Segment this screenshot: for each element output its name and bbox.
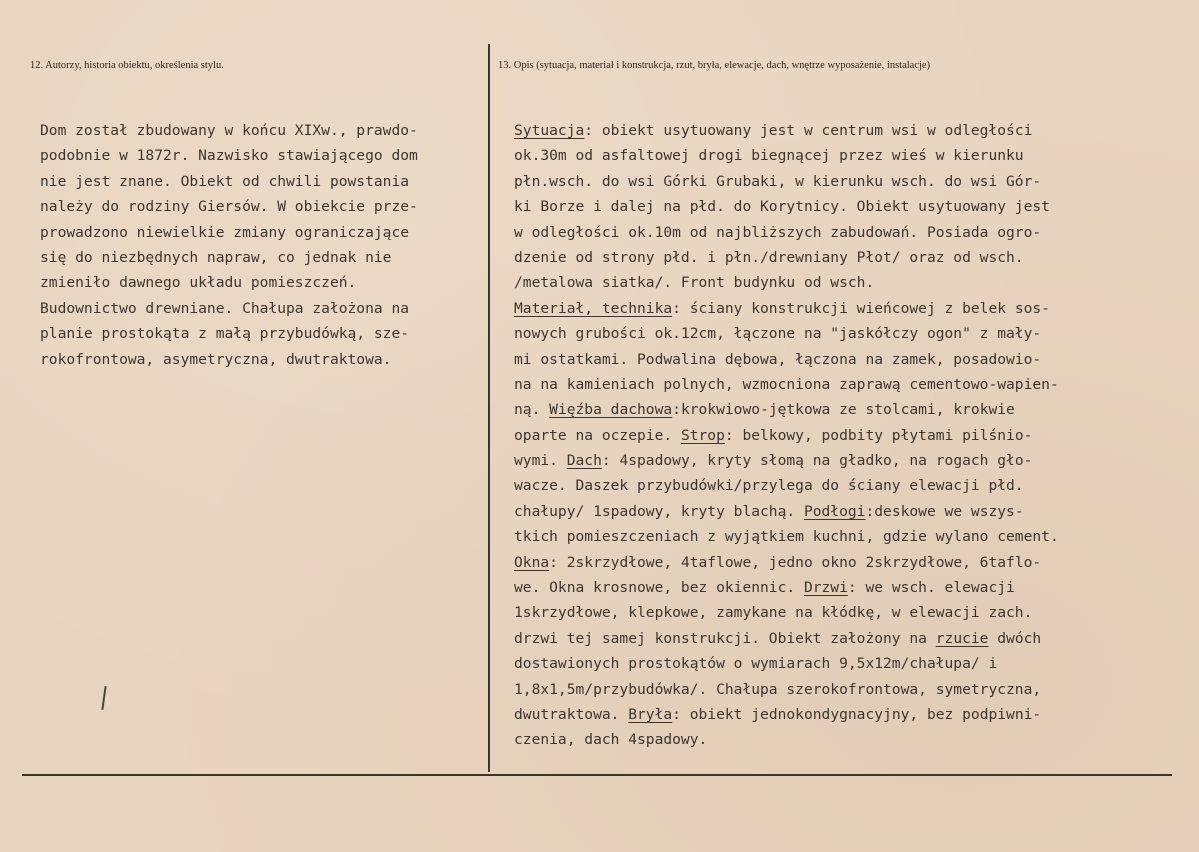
text-line xyxy=(514,651,1059,676)
line-text: 1skrzydłowe, klepkowe, zamykane na kłódkę, w elewacji zach. xyxy=(514,604,1033,622)
text-line: nie jest znane. Obiekt od chwili powstania xyxy=(40,172,410,190)
bottom-rule xyxy=(22,774,1172,776)
section-13-heading: 13. Opis (sytuacja, materiał i konstrukcja, rzut, bryła, elewacje, dach, wnętrze wyposażenie, instalacje) xyxy=(498,60,931,71)
line-text: /metalowa siatka/. Front budynku od wsch. xyxy=(514,274,875,292)
line-prefix: chałupy/ 1spadowy, kryty blachą. xyxy=(514,502,804,520)
text-line: Budownictwo drewniane. Chałupa założona na xyxy=(40,299,410,317)
line-prefix: oparte na oczepie. xyxy=(514,426,681,444)
text-line xyxy=(514,169,1059,194)
text-line: zmieniło dawnego układu pomieszczeń. xyxy=(40,274,357,292)
text-line xyxy=(514,347,1059,372)
line-prefix: wymi. xyxy=(514,452,567,470)
text-line xyxy=(514,194,1059,219)
text-line xyxy=(514,626,1059,651)
line-prefix: we. Okna krosnowe, bez okiennic. xyxy=(514,579,804,597)
line-prefix: ną. xyxy=(514,401,550,419)
text-line: należy do rodziny Giersów. W obiekcie prze- xyxy=(40,198,418,216)
line-text: dwóch xyxy=(988,629,1042,647)
text-line: się do niezbędnych napraw, co jednak nie xyxy=(40,248,392,266)
section-keyword: Podłogi xyxy=(803,502,866,520)
text-line xyxy=(514,118,1059,143)
line-text: dzenie od strony płd. i płn./drewniany Płot/ oraz od wsch. xyxy=(514,248,1024,266)
line-text: :deskowe we wszys- xyxy=(865,502,1024,520)
section-keyword: Bryła xyxy=(628,705,673,723)
line-text: wacze. Daszek przybudówki/przylega do ściany elewacji płd. xyxy=(514,477,1024,495)
text-line xyxy=(514,296,1059,321)
line-prefix: dwutraktowa. xyxy=(514,705,629,723)
text-line xyxy=(514,575,1059,600)
line-text: : 4spadowy, kryty słomą na gładko, na rogach gło- xyxy=(601,452,1033,470)
line-text: tkich pomieszczeniach z wyjątkiem kuchni, gdzie wylano cement. xyxy=(514,528,1059,546)
line-text: : we wsch. elewacji xyxy=(847,579,1015,597)
line-text: : obiekt jednokondygnacyjny, bez podpiwni- xyxy=(672,705,1042,723)
line-text: na na kamieniach polnych, wzmocniona zaprawą cementowo-wapien- xyxy=(514,375,1059,393)
section-keyword: Okna xyxy=(514,553,550,571)
line-text: dostawionych prostokątów o wymiarach 9,5x12m/chałupa/ i xyxy=(514,655,998,673)
line-text: czenia, dach 4spadowy. xyxy=(514,731,708,749)
text-line xyxy=(514,397,1059,422)
text-line: rokofrontowa, asymetryczna, dwutraktowa. xyxy=(40,350,392,368)
text-line: prowadzono niewielkie zmiany ograniczające xyxy=(40,223,410,241)
line-text: : 2skrzydłowe, 4taflowe, jedno okno 2skrzydłowe, 6taflo- xyxy=(549,553,1042,571)
text-line xyxy=(514,448,1059,473)
text-line xyxy=(514,220,1059,245)
text-line xyxy=(514,372,1059,397)
section-keyword: Materiał, technika xyxy=(514,299,673,317)
text-line xyxy=(514,321,1059,346)
text-line: podobnie w 1872r. Nazwisko stawiającego dom xyxy=(40,147,418,165)
line-text: ok.30m od asfaltowej drogi biegnącej przez wieś w kierunku xyxy=(514,147,1024,165)
text-line xyxy=(514,143,1059,168)
pencil-mark xyxy=(101,686,106,710)
text-line xyxy=(514,600,1059,625)
line-text: płn.wsch. do wsi Górki Grubaki, w kierunku wsch. do wsi Gór- xyxy=(514,172,1042,190)
text-line: Dom został zbudowany w końcu XIXw., prawdo- xyxy=(40,122,418,139)
history-text xyxy=(40,118,418,372)
text-line: planie prostokąta z małą przybudówką, sze- xyxy=(40,325,410,343)
text-line xyxy=(514,702,1059,727)
text-line xyxy=(514,524,1059,549)
line-text: 1,8x1,5m/przybudówka/. Chałupa szerokofrontowa, symetryczna, xyxy=(514,680,1042,698)
line-text: : ściany konstrukcji wieńcowej z belek sos- xyxy=(672,299,1050,317)
description-text xyxy=(514,118,1059,753)
line-text: mi ostatkami. Podwalina dębowa, łączona na zamek, posadowio- xyxy=(514,350,1042,368)
text-line xyxy=(514,727,1059,752)
section-keyword: Dach xyxy=(566,452,602,470)
text-line xyxy=(514,245,1059,270)
section-keyword: rzucie xyxy=(935,629,989,647)
line-text: nowych grubości ok.12cm, łączone na "jaskółczy ogon" z mały- xyxy=(514,325,1042,343)
text-line xyxy=(514,473,1059,498)
line-text: : obiekt usytuowany jest w centrum wsi w odległości xyxy=(584,122,1033,139)
text-line xyxy=(514,423,1059,448)
line-text: ki Borze i dalej na płd. do Korytnicy. Obiekt usytuowany jest xyxy=(514,198,1050,216)
line-prefix: drzwi tej samej konstrukcji. Obiekt założony na xyxy=(514,629,936,647)
section-keyword: Drzwi xyxy=(803,579,848,597)
line-text: : belkowy, podbity płytami pilśnio- xyxy=(724,426,1033,444)
text-line xyxy=(514,677,1059,702)
line-text: :krokwiowo-jętkowa ze stolcami, krokwie xyxy=(672,401,1015,419)
text-line xyxy=(514,550,1059,575)
line-text: w odległości ok.10m od najbliższych zabudowań. Posiada ogro- xyxy=(514,223,1042,241)
section-12-heading: 12. Autorzy, historia obiektu, określenia stylu. xyxy=(30,60,224,71)
column-divider xyxy=(488,44,490,772)
section-keyword: Sytuacja xyxy=(514,122,585,139)
section-keyword: Więźba dachowa xyxy=(549,401,673,419)
text-line xyxy=(514,499,1059,524)
section-keyword: Strop xyxy=(680,426,725,444)
text-line xyxy=(514,270,1059,295)
